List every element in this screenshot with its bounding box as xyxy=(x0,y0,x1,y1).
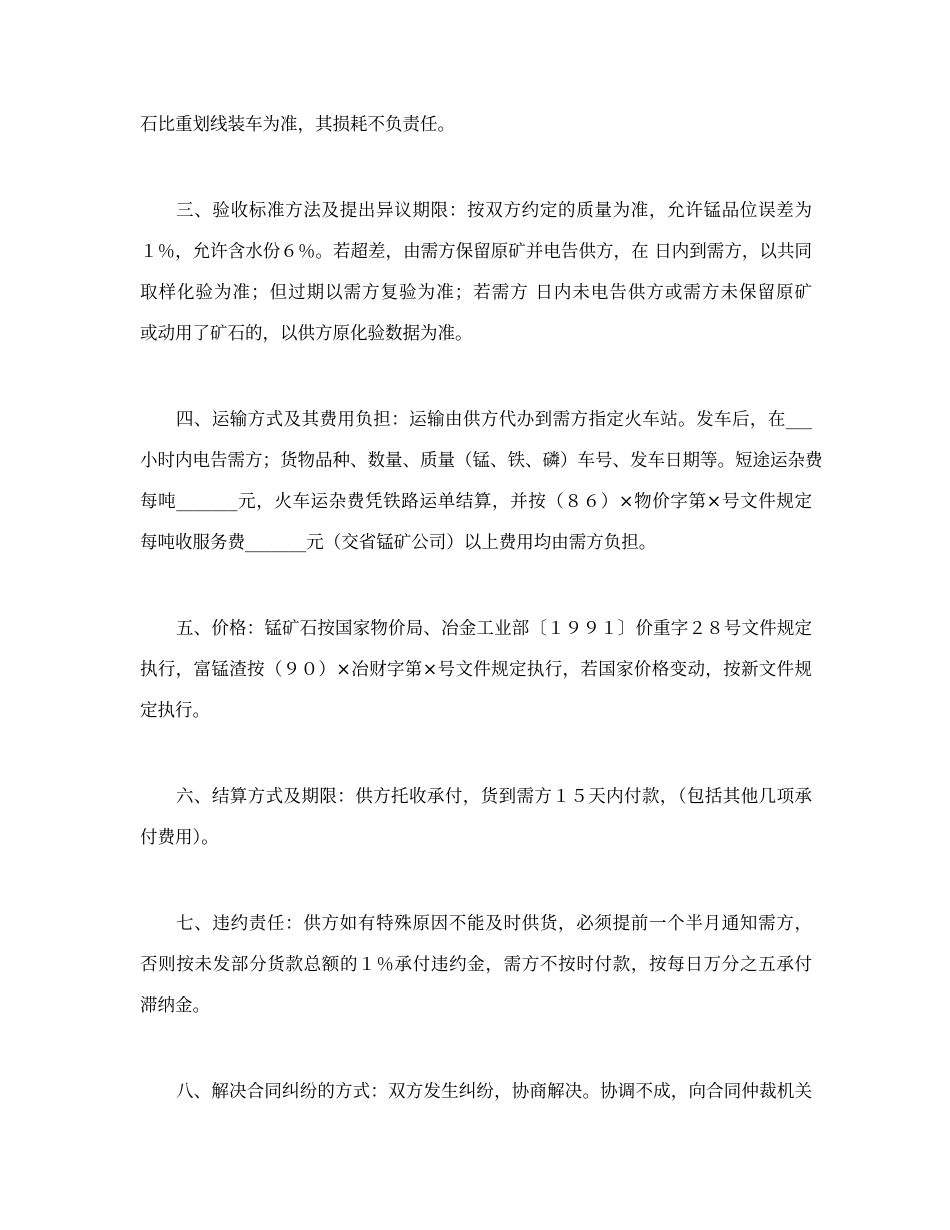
document-line: 七、违约责任：供方如有特殊原因不能及时供货，必须提前一个半月通知需方， xyxy=(176,914,812,934)
document-line: 取样化验为准；但过期以需方复验为准；若需方 日内未电告供方或需方未保留原矿 xyxy=(140,283,812,303)
document-line: 每吨收服务费_______元（交省锰矿公司）以上费用均由需方负担。 xyxy=(140,533,657,553)
document-line: 五、价格：锰矿石按国家物价局、冶金工业部〔１９９１〕价重字２８号文件规定 xyxy=(176,619,812,639)
document-line: 石比重划线装车为准，其损耗不负责任。 xyxy=(140,115,455,135)
document-line: 每吨_______元，火车运杂费凭铁路运单结算，并按（８６）×物价字第×号文件规定 xyxy=(140,492,812,512)
document-line: １％，允许含水份６％。若超差，由需方保留原矿并电告供方，在 日内到需方，以共同 xyxy=(140,242,812,262)
document-line: 六、结算方式及期限：供方托收承付，货到需方１５天内付款，（包括其他几项承 xyxy=(176,787,812,807)
document-line: 八、解决合同纠纷的方式：双方发生纠纷，协商解决。协调不成，向合同仲裁机关 xyxy=(176,1082,812,1102)
document-line: 否则按未发部分货款总额的１％承付违约金，需方不按时付款，按每日万分之五承付 xyxy=(140,955,812,975)
document-line: 执行，富锰渣按（９０）×冶财字第×号文件规定执行，若国家价格变动，按新文件规 xyxy=(140,660,812,680)
document-line: 或动用了矿石的，以供方原化验数据为准。 xyxy=(140,324,473,344)
document-line: 定执行。 xyxy=(140,701,210,721)
document-line: 滞纳金。 xyxy=(140,996,210,1016)
document-line: 付费用）。 xyxy=(140,828,219,848)
document-line: 小时内电告需方；货物品种、数量、质量（锰、铁、磷）车号、发车日期等。短途运杂费 xyxy=(140,451,823,471)
document-line: 四、运输方式及其费用负担：运输由供方代办到需方指定火车站。发车后，在___ xyxy=(176,410,812,430)
document-line: 三、验收标准方法及提出异议期限：按双方约定的质量为准，允许锰品位误差为 xyxy=(176,201,812,221)
